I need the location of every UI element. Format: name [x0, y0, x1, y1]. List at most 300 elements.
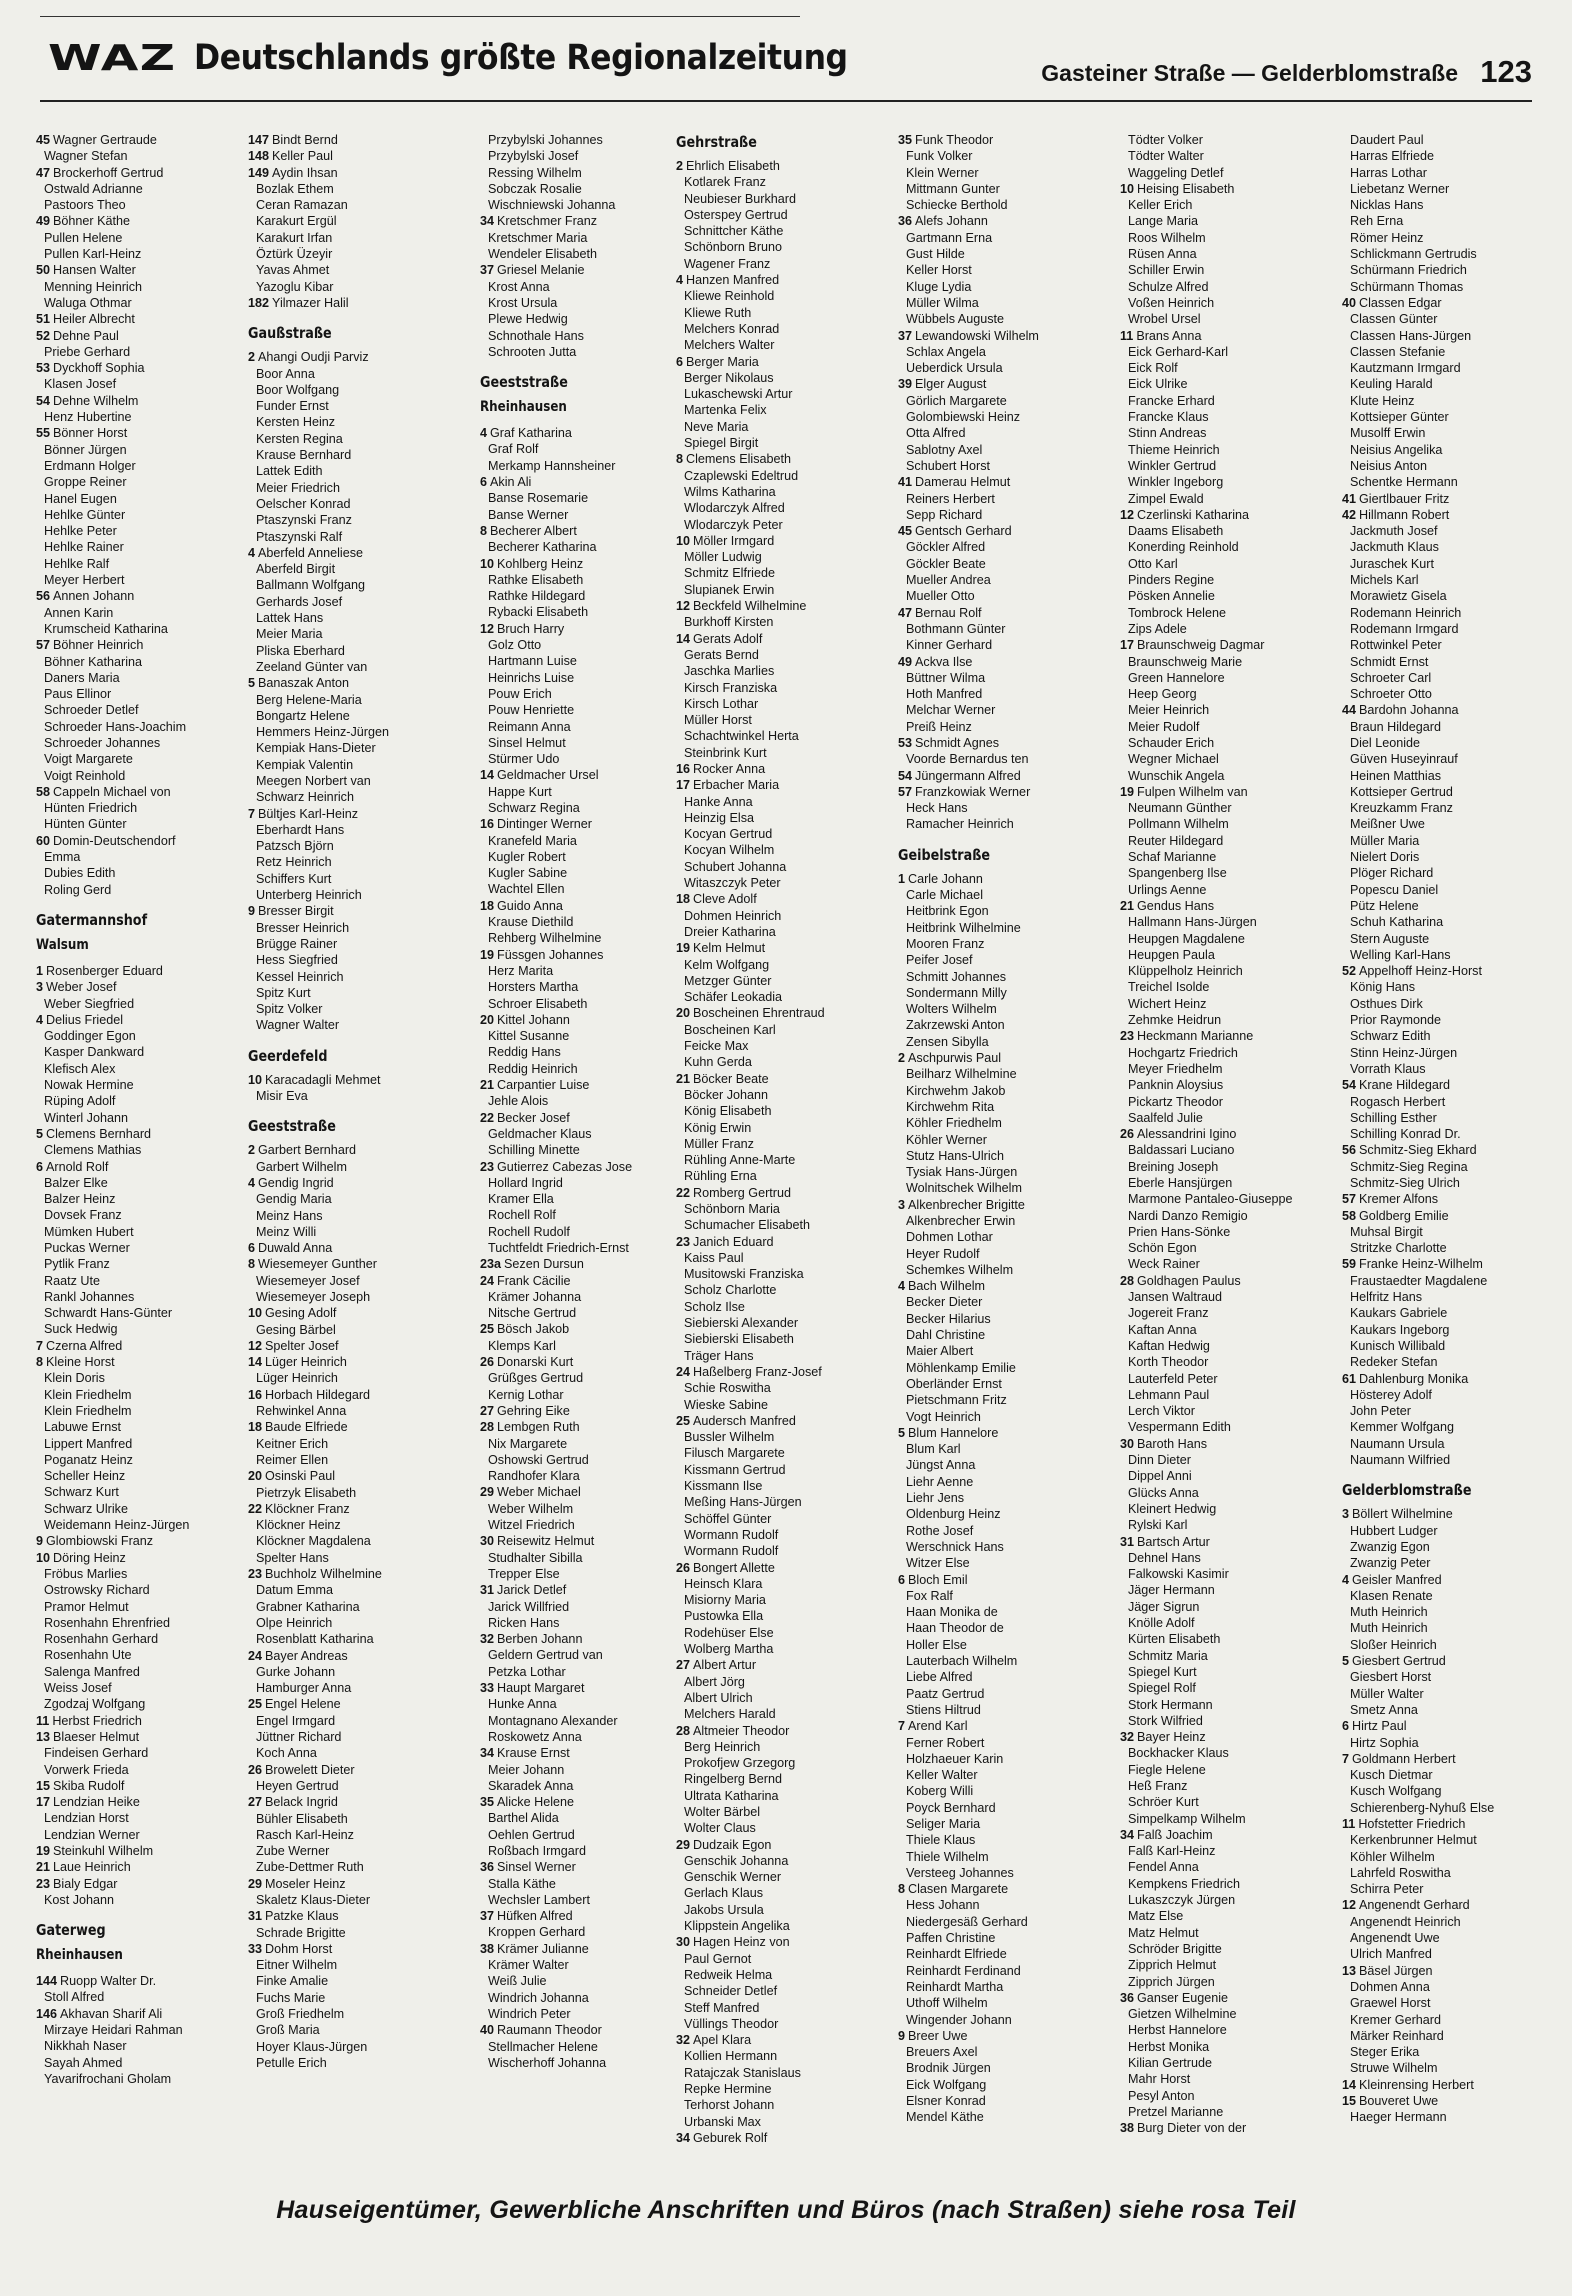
directory-entry: [248, 414, 458, 430]
directory-entry: [676, 1885, 886, 1901]
resident-name: Wieske Sabine: [684, 1397, 768, 1412]
directory-entry: [1120, 2022, 1330, 2038]
resident-name: Lattek Hans: [256, 611, 324, 626]
directory-entry: [36, 1582, 246, 1598]
directory-entry: [1342, 1735, 1552, 1751]
directory-entry: [248, 871, 458, 887]
resident-name: Schnothale Hans: [488, 328, 584, 343]
resident-name: Werschnick Hans: [906, 1539, 1004, 1554]
directory-entry: [676, 288, 886, 304]
house-number: 7: [36, 1338, 44, 1353]
directory-entry: [480, 2006, 690, 2022]
house-number: 7: [248, 806, 256, 821]
resident-name: Lüger Heinrich: [256, 1371, 338, 1386]
resident-name: Muhsal Birgit: [1350, 1224, 1423, 1239]
house-number: 16: [248, 1387, 263, 1402]
directory-entry: [676, 1771, 886, 1787]
house-number: 15: [36, 1778, 51, 1793]
resident-name: Schwarz Regina: [488, 800, 580, 815]
resident-name: Konerding Reinhold: [1128, 540, 1239, 555]
directory-entry: [36, 328, 246, 344]
resident-name: Meier Maria: [256, 627, 323, 642]
resident-name: Steinbrink Kurt: [684, 745, 767, 760]
house-number: 3: [1342, 1507, 1350, 1522]
directory-entry: [1342, 1159, 1552, 1175]
resident-name: Heitbrink Wilhelmine: [906, 920, 1021, 935]
resident-name: Herbst Hannelore: [1128, 2023, 1227, 2038]
directory-entry: [676, 1348, 886, 1364]
directory-entry: [676, 794, 886, 810]
resident-name: Heyer Rudolf: [906, 1246, 980, 1261]
resident-name: Keuling Harald: [1350, 377, 1433, 392]
resident-name: Pustowka Ella: [684, 1609, 764, 1624]
directory-entry: [1342, 1897, 1552, 1913]
directory-entry: [36, 1354, 246, 1370]
directory-entry: [248, 230, 458, 246]
resident-name: Klefisch Alex: [44, 1061, 116, 1076]
directory-entry: [1342, 1783, 1552, 1799]
directory-entry: [676, 859, 886, 875]
directory-entry: [1120, 1126, 1330, 1142]
house-number: 20: [248, 1469, 263, 1484]
directory-entry: [248, 1305, 458, 1321]
header-rule: [40, 100, 1532, 102]
resident-name: Misir Eva: [256, 1089, 308, 1104]
resident-name: Haeger Hermann: [1350, 2110, 1447, 2125]
resident-name: Bültjes Karl-Heinz: [258, 806, 359, 821]
directory-entry: [480, 719, 690, 735]
resident-name: Funder Ernst: [256, 399, 329, 414]
resident-name: Gendig Maria: [256, 1192, 332, 1207]
resident-name: Hünten Günter: [44, 817, 127, 832]
resident-name: Hoth Manfred: [906, 687, 983, 702]
house-number: 4: [480, 426, 488, 441]
resident-name: Vespermann Edith: [1128, 1420, 1231, 1435]
house-number: 26: [1120, 1127, 1135, 1142]
street-heading: Geeststraße: [480, 373, 568, 392]
directory-entry: [898, 1995, 1108, 2011]
directory-entry: [248, 181, 458, 197]
directory-entry: [36, 816, 246, 832]
directory-entry: [1120, 1452, 1330, 1468]
directory-entry: [480, 1191, 690, 1207]
directory-entry: [36, 1403, 246, 1419]
resident-name: Spiegel Birgit: [684, 436, 759, 451]
directory-entry: [676, 321, 886, 337]
resident-name: Carle Michael: [906, 888, 983, 903]
directory-entry: [1342, 979, 1552, 995]
resident-name: Koch Anna: [256, 1746, 317, 1761]
house-number: 32: [480, 1632, 495, 1647]
resident-name: Marmone Pantaleo-Giuseppe: [1128, 1192, 1293, 1207]
directory-entry: [676, 1951, 886, 1967]
resident-name: Waluga Othmar: [44, 295, 132, 310]
directory-entry: [898, 2093, 1108, 2109]
directory-entry: [36, 751, 246, 767]
directory-entry: [480, 1973, 690, 1989]
resident-name: Peifer Josef: [906, 953, 973, 968]
resident-name: Rochell Rudolf: [488, 1224, 570, 1239]
directory-entry: [676, 1902, 886, 1918]
resident-name: Stutz Hans-Ulrich: [906, 1148, 1004, 1163]
resident-name: Terhorst Johann: [684, 2098, 775, 2113]
directory-entry: [1120, 1517, 1330, 1533]
directory-entry: [248, 1631, 458, 1647]
resident-name: Böcker Beate: [693, 1071, 769, 1086]
directory-entry: [1120, 947, 1330, 963]
house-number: 33: [480, 1681, 495, 1696]
resident-name: Stinn Andreas: [1128, 426, 1207, 441]
directory-entry: [36, 1240, 246, 1256]
resident-name: Meier Friedrich: [256, 480, 340, 495]
directory-entry: [248, 561, 458, 577]
resident-name: Graf Rolf: [488, 442, 539, 457]
directory-entry: [36, 637, 246, 653]
resident-name: Bloch Emil: [908, 1572, 968, 1587]
resident-name: Schröder Brigitte: [1128, 1941, 1222, 1956]
directory-entry: [1342, 1946, 1552, 1962]
directory-entry: [898, 985, 1108, 1001]
resident-name: Geldmacher Ursel: [497, 768, 599, 783]
resident-name: Kretschmer Franz: [497, 214, 598, 229]
resident-name: Treichel Isolde: [1128, 980, 1210, 995]
resident-name: Balzer Elke: [44, 1175, 108, 1190]
resident-name: Dreier Katharina: [684, 924, 776, 939]
house-number: 42: [1342, 507, 1357, 522]
resident-name: Falkowski Kasimir: [1128, 1567, 1229, 1582]
directory-entry: [480, 881, 690, 897]
resident-name: Wolters Wilhelm: [906, 1002, 997, 1017]
resident-name: Pinders Regine: [1128, 573, 1215, 588]
directory-entry: [898, 936, 1108, 952]
directory-entry: [480, 800, 690, 816]
house-number: 17: [36, 1795, 51, 1810]
directory-entry: [36, 132, 246, 148]
house-number: 12: [480, 621, 495, 636]
directory-entry: [36, 865, 246, 881]
directory-entry: [1120, 1550, 1330, 1566]
resident-name: Zensen Sibylla: [906, 1034, 989, 1049]
resident-name: Buchholz Wilhelmine: [265, 1567, 382, 1582]
resident-name: Heinsch Klara: [684, 1576, 763, 1591]
resident-name: Pouw Erich: [488, 686, 552, 701]
directory-entry: [676, 1331, 886, 1347]
resident-name: Schmitz Elfriede: [684, 566, 775, 581]
resident-name: Czaplewski Edeltrud: [684, 468, 799, 483]
resident-name: Schuh Katharina: [1350, 915, 1444, 930]
resident-name: Patzsch Björn: [256, 839, 334, 854]
resident-name: Weiss Josef: [44, 1681, 112, 1696]
directory-entry: [36, 1468, 246, 1484]
resident-name: Roling Gerd: [44, 882, 112, 897]
directory-entry: [36, 197, 246, 213]
resident-name: Berger Maria: [686, 354, 759, 369]
house-number: 23: [36, 1876, 51, 1891]
house-number: 54: [898, 768, 913, 783]
resident-name: Keller Horst: [906, 263, 972, 278]
resident-name: Windrich Peter: [488, 2006, 571, 2021]
resident-name: Hofstetter Friedrich: [1358, 1816, 1466, 1831]
directory-entry: [1342, 295, 1552, 311]
directory-entry: [1120, 1436, 1330, 1452]
directory-entry: [1120, 588, 1330, 604]
directory-entry: [480, 1077, 690, 1093]
house-number: 149: [248, 165, 270, 180]
directory-entry: [1120, 865, 1330, 881]
house-number: 37: [480, 1909, 495, 1924]
resident-name: Geldern Gertrud van: [488, 1648, 603, 1663]
directory-entry: [898, 1246, 1108, 1262]
resident-name: Aberfeld Birgit: [256, 562, 336, 577]
directory-entry: [36, 1696, 246, 1712]
directory-entry: [248, 1501, 458, 1517]
directory-entry: [36, 1729, 246, 1745]
directory-entry: [248, 1843, 458, 1859]
directory-entry: [898, 1115, 1108, 1131]
house-number: 6: [480, 475, 488, 490]
house-number: 8: [248, 1257, 256, 1272]
directory-entry: [1120, 605, 1330, 621]
directory-entry: [676, 826, 886, 842]
directory-entry: [36, 1142, 246, 1158]
resident-name: Czerlinski Katharina: [1137, 507, 1250, 522]
directory-entry: [898, 230, 1108, 246]
resident-name: Slupianek Erwin: [684, 582, 775, 597]
directory-entry: [1120, 1387, 1330, 1403]
house-number: 6: [676, 354, 684, 369]
resident-name: Meinz Hans: [256, 1208, 323, 1223]
house-number: 14: [1342, 2077, 1357, 2092]
directory-entry: [1120, 279, 1330, 295]
directory-entry: [36, 1387, 246, 1403]
directory-entry: [898, 1832, 1108, 1848]
directory-entry: [676, 1462, 886, 1478]
house-number: 10: [1120, 181, 1135, 196]
resident-name: Patzke Klaus: [265, 1909, 339, 1924]
resident-name: Kost Johann: [44, 1892, 115, 1907]
directory-entry: [676, 2000, 886, 2016]
directory-entry: [1342, 1338, 1552, 1354]
resident-name: Hochgartz Friedrich: [1128, 1045, 1238, 1060]
resident-name: Bongert Allette: [693, 1560, 775, 1575]
directory-entry: [248, 1485, 458, 1501]
directory-entry: [898, 2060, 1108, 2076]
resident-name: Karakurt Irfan: [256, 230, 333, 245]
directory-entry: [1120, 963, 1330, 979]
resident-name: Becker Hilarius: [906, 1311, 991, 1326]
directory-entry: [36, 181, 246, 197]
directory-entry: [1120, 1485, 1330, 1501]
directory-entry: [676, 2016, 886, 2032]
resident-name: Redweik Helma: [684, 1967, 773, 1982]
directory-entry: [1342, 1322, 1552, 1338]
directory-entry: [36, 784, 246, 800]
resident-name: Zwanzig Egon: [1350, 1539, 1430, 1554]
resident-name: Browelett Dieter: [265, 1762, 355, 1777]
house-number: 5: [36, 1126, 44, 1141]
directory-entry: [36, 442, 246, 458]
resident-name: Kersten Heinz: [256, 415, 336, 430]
resident-name: Jackmuth Josef: [1350, 524, 1438, 539]
directory-entry: [480, 1729, 690, 1745]
directory-entry: [480, 458, 690, 474]
resident-name: Schroeder Detlef: [44, 703, 139, 718]
directory-entry: [1120, 344, 1330, 360]
directory-entry: [1342, 670, 1552, 686]
resident-name: Schilling Konrad Dr.: [1350, 1127, 1461, 1142]
directory-entry: [248, 1159, 458, 1175]
resident-name: Meinz Willi: [256, 1224, 317, 1239]
directory-entry: [898, 1311, 1108, 1327]
directory-entry: [36, 686, 246, 702]
resident-name: Heep Georg: [1128, 687, 1197, 702]
directory-entry: [898, 295, 1108, 311]
resident-name: Rathke Hildegard: [488, 589, 586, 604]
directory-entry: [248, 838, 458, 854]
directory-entry: [248, 1892, 458, 1908]
resident-name: Bayer Heinz: [1137, 1730, 1206, 1745]
directory-entry: [36, 1810, 246, 1826]
resident-name: Stiens Hiltrud: [906, 1702, 981, 1717]
directory-entry: [36, 1256, 246, 1272]
directory-entry: [480, 865, 690, 881]
resident-name: Ballmann Wolfgang: [256, 578, 365, 593]
directory-entry: [248, 1322, 458, 1338]
resident-name: Schmitz-Sieg Ekhard: [1359, 1143, 1477, 1158]
resident-name: Rosenhahn Ute: [44, 1648, 132, 1663]
resident-name: Schilling Esther: [1350, 1110, 1437, 1125]
directory-entry: [248, 1680, 458, 1696]
directory-entry: [676, 1266, 886, 1282]
resident-name: Mahr Horst: [1128, 2072, 1191, 2087]
resident-name: Bouveret Uwe: [1359, 2094, 1439, 2109]
directory-entry: [676, 1185, 886, 1201]
resident-name: Haßelberg Franz-Josef: [693, 1364, 822, 1379]
house-number: 18: [676, 892, 691, 907]
resident-name: Schroer Elisabeth: [488, 996, 588, 1011]
directory-entry: [1342, 849, 1552, 865]
directory-entry: [676, 1690, 886, 1706]
resident-name: Salenga Manfred: [44, 1664, 140, 1679]
directory-entry: [248, 1762, 458, 1778]
directory-entry: [676, 1739, 886, 1755]
directory-entry: [1342, 1669, 1552, 1685]
resident-name: Klippstein Angelika: [684, 1919, 790, 1934]
resident-name: Pütz Helene: [1350, 898, 1419, 913]
resident-name: Boor Anna: [256, 366, 315, 381]
directory-entry: [1342, 2044, 1552, 2060]
house-number: 3: [898, 1197, 906, 1212]
resident-name: Clemens Elisabeth: [686, 452, 792, 467]
resident-name: Kuhn Gerda: [684, 1055, 752, 1070]
resident-name: Heiler Albrecht: [53, 312, 135, 327]
resident-name: Kleine Horst: [46, 1355, 115, 1370]
directory-entry: [898, 871, 1108, 887]
resident-name: Stork Wilfried: [1128, 1713, 1203, 1728]
resident-name: Zeeland Günter van: [256, 659, 368, 674]
resident-name: Bussler Wilhelm: [684, 1430, 775, 1445]
resident-name: Dintinger Werner: [497, 817, 592, 832]
resident-name: Heising Elisabeth: [1137, 181, 1235, 196]
directory-entry: [248, 1566, 458, 1582]
directory-entry: [480, 1126, 690, 1142]
resident-name: Studhalter Sibilla: [488, 1550, 583, 1565]
resident-name: Heck Hans: [906, 801, 968, 816]
directory-entry: [36, 539, 246, 555]
house-number: 11: [36, 1713, 50, 1728]
directory-entry: [898, 920, 1108, 936]
directory-entry: [1342, 474, 1552, 490]
resident-name: Mueller Otto: [906, 589, 975, 604]
directory-entry: [480, 197, 690, 213]
resident-name: Weiß Julie: [488, 1974, 547, 1989]
resident-name: Rühling Erna: [684, 1169, 757, 1184]
directory-entry: [36, 1517, 246, 1533]
resident-name: Reimer Ellen: [256, 1452, 329, 1467]
resident-name: Schiller Erwin: [1128, 263, 1205, 278]
directory-entry: [898, 654, 1108, 670]
house-number: 29: [248, 1876, 263, 1891]
resident-name: Kaukars Gabriele: [1350, 1306, 1448, 1321]
directory-entry: [1120, 979, 1330, 995]
resident-name: Hoyer Klaus-Jürgen: [256, 2039, 368, 2054]
directory-entry: [1120, 1925, 1330, 1941]
directory-entry: [1342, 1637, 1552, 1653]
resident-name: Reisewitz Helmut: [497, 1534, 595, 1549]
directory-entry: [480, 230, 690, 246]
resident-name: Vogt Heinrich: [906, 1409, 981, 1424]
resident-name: Pesyl Anton: [1128, 2088, 1195, 2103]
directory-entry: [36, 1419, 246, 1435]
directory-entry: [248, 262, 458, 278]
resident-name: Sayah Ahmed: [44, 2055, 123, 2070]
resident-name: Grabner Katharina: [256, 1599, 360, 1614]
resident-name: Trepper Else: [488, 1566, 560, 1581]
resident-name: Glombiowski Franz: [46, 1534, 154, 1549]
resident-name: Breuers Axel: [906, 2045, 978, 2060]
resident-name: Kremer Gerhard: [1350, 2012, 1441, 2027]
resident-name: Hemmers Heinz-Jürgen: [256, 725, 389, 740]
directory-entry: [1342, 1588, 1552, 1604]
resident-name: Przybylski Johannes: [488, 133, 603, 147]
resident-name: Kirchwehm Rita: [906, 1099, 995, 1114]
house-number: 21: [36, 1860, 51, 1875]
directory-entry: [36, 1191, 246, 1207]
directory-entry: [1342, 931, 1552, 947]
directory-entry: [36, 1794, 246, 1810]
house-number: 25: [480, 1322, 495, 1337]
directory-entry: [898, 1620, 1108, 1636]
directory-entry: [898, 1865, 1108, 1881]
resident-name: Kunisch Willibald: [1350, 1338, 1446, 1353]
resident-name: Audersch Manfred: [693, 1413, 796, 1428]
directory-entry: [676, 1168, 886, 1184]
directory-entry: [480, 344, 690, 360]
directory-entry: [36, 1550, 246, 1566]
directory-entry: [36, 1126, 246, 1142]
directory-entry: [36, 213, 246, 229]
resident-name: Moseler Heinz: [265, 1876, 346, 1891]
directory-entry: [248, 1729, 458, 1745]
directory-entry: [898, 1718, 1108, 1734]
resident-name: Stellmacher Helene: [488, 2039, 598, 2054]
directory-entry: [676, 1527, 886, 1543]
resident-name: Prokofjew Grzegorg: [684, 1756, 796, 1771]
directory-entry: [898, 1229, 1108, 1245]
directory-entry: [1120, 425, 1330, 441]
house-number: 54: [36, 393, 51, 408]
directory-entry: [248, 952, 458, 968]
